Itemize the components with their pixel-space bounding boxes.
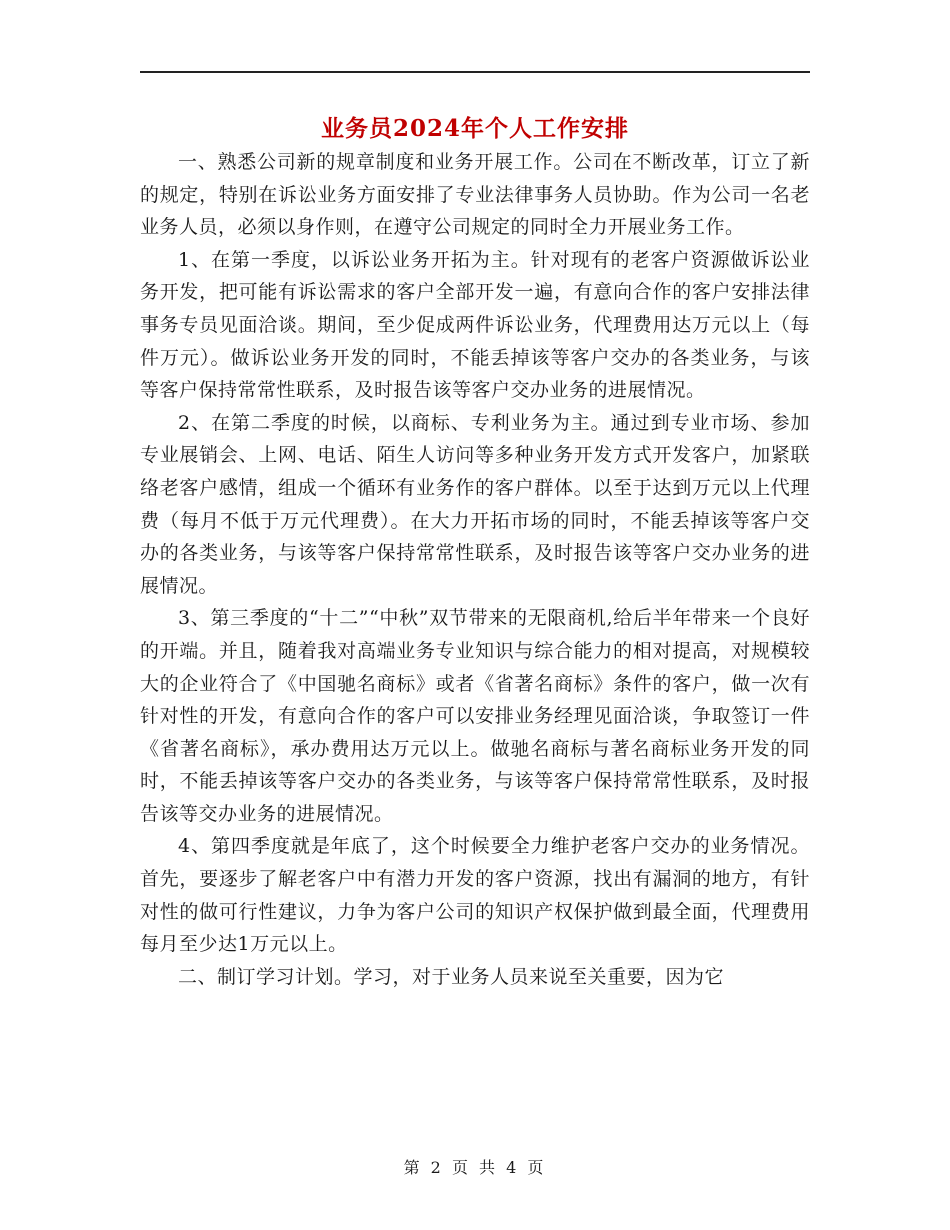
header-rule (140, 71, 810, 73)
paragraph-3: 2、在第二季度的时候，以商标、专利业务为主。通过到专业市场、参加专业展销会、上网、电话、陌生人访问等多种业务开发方式开发客户，加紧联络老客户感情，组成一个循环有业务作的客户群体。以至于达到万元以上代理费（每月不低于万元代理费）。在大力开拓市场的同时，不能丢掉该等客户交办的各类业务，与该等客户保持常常性联系，及时报告该等客户交办业务的进展情况。 (140, 411, 810, 597)
document-body (140, 146, 810, 993)
paragraph-1: 一、熟悉公司新的规章制度和业务开展工作。公司在不断改革，订立了新的规定，特别在诉讼业务方面安排了专业法律事务人员协助。作为公司一名老业务人员，必须以身作则，在遵守公司规定的同时全力开展业务工作。 (140, 151, 810, 239)
paragraph-4: 3、第三季度的“十二”“中秋”双节带来的无限商机,给后半年带来一个良好的开端。并且，随着我对高端业务专业知识与综合能力的相对提高，对规模较大的企业符合了《中国驰名商标》或者《省著名商标》条件的客户，做一次有针对性的开发，有意向合作的客户可以安排业务经理见面洽谈，争取签订一件《省著名商标》，承办费用达万元以上。做驰名商标与著名商标业务开发的同时，不能丢掉该等客户交办的各类业务，与该等客户保持常常性联系，及时报告该等交办业务的进展情况。 (140, 607, 810, 825)
page-number-footer: 第 2 页 共 4 页 (403, 1158, 547, 1177)
paragraph-2: 1、在第一季度，以诉讼业务开拓为主。针对现有的老客户资源做诉讼业务开发，把可能有诉讼需求的客户全部开发一遍，有意向合作的客户安排法律事务专员见面洽谈。期间，至少促成两件诉讼业务，代理费用达万元以上（每件万元）。做诉讼业务开发的同时，不能丢掉该等客户交办的各类业务，与该等客户保持常常性联系，及时报告该等客户交办业务的进展情况。 (140, 248, 810, 402)
paragraph-5: 4、第四季度就是年底了，这个时候要全力维护老客户交办的业务情况。首先，要逐步了解老客户中有潜力开发的客户资源，找出有漏洞的地方，有针对性的做可行性建议，力争为客户公司的知识产权保护做到最全面，代理费用每月至少达1万元以上。 (140, 835, 810, 956)
paragraph-6: 二、制订学习计划。学习，对于业务人员来说至关重要，因为它 (178, 965, 725, 988)
document-title: 业务员2024年个人工作安排 (320, 115, 629, 142)
